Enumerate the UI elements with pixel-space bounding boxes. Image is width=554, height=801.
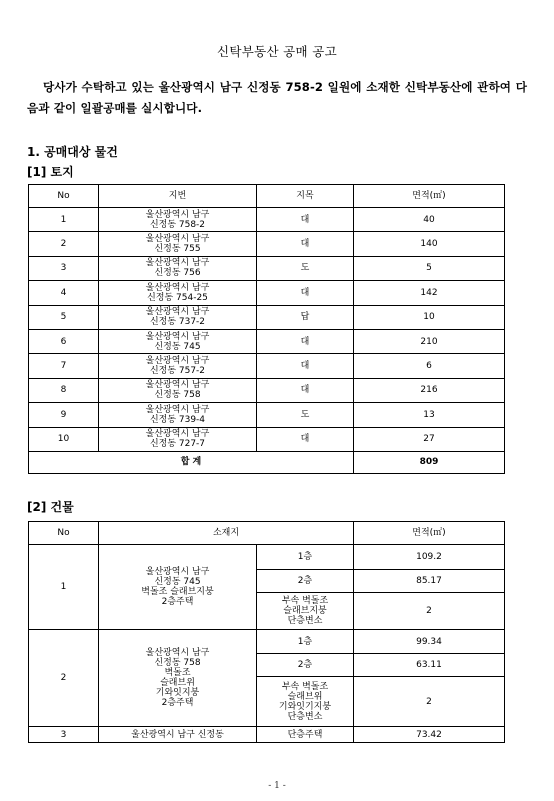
table-row: [29, 305, 505, 329]
location-line: 울산광역시 남구: [145, 567, 210, 577]
annex-line: 슬래브지붕: [283, 606, 327, 616]
header-type: 지목: [257, 185, 354, 208]
land-type: 대: [257, 329, 354, 353]
section-heading: 1. 공매대상 물건: [27, 145, 118, 159]
table-row: [29, 630, 505, 654]
land-lot: 울산광역시 남구 신정동 739-4: [99, 403, 257, 427]
building-table: [28, 521, 505, 743]
land-lot: 울산광역시 남구 신정동 754-25: [99, 281, 257, 305]
land-no: 10: [29, 427, 99, 451]
land-lot: 울산광역시 남구 신정동 757-2: [99, 354, 257, 378]
header-area: 면적(㎡): [354, 522, 505, 545]
annex-line: 단층변소: [287, 711, 323, 722]
building-location: [99, 545, 257, 630]
land-type: 도: [257, 403, 354, 427]
land-no: 4: [29, 281, 99, 305]
intro-paragraph: 당사가 수탁하고 있는 울산광역시 남구 신정동 758-2 일원에 소재한 신탁부동산에 관하여 다음과 같이 일괄공매를 실시합니다.: [27, 80, 527, 115]
location-line: 벽돌조: [164, 668, 191, 678]
annex-line: 부속 벽돌조: [281, 596, 329, 606]
header-lot: 지번: [99, 185, 257, 208]
land-area: 140: [354, 232, 505, 256]
annex-line: 부속 벽돌조: [281, 681, 329, 692]
building-heading: [2] 건물: [27, 500, 74, 514]
land-no: 9: [29, 403, 99, 427]
land-no: 1: [29, 208, 99, 232]
annex-description: [257, 593, 354, 630]
header-no: No: [29, 522, 99, 545]
table-row: [29, 232, 505, 256]
land-type: 대: [257, 427, 354, 451]
land-no: 8: [29, 378, 99, 402]
land-no: 2: [29, 232, 99, 256]
building-location: 울산광역시 남구 신정동: [99, 727, 257, 743]
land-type: 대: [257, 281, 354, 305]
land-area: 142: [354, 281, 505, 305]
table-row: [29, 329, 505, 353]
table-row: [29, 208, 505, 232]
table-row: [29, 545, 505, 570]
land-lot: 울산광역시 남구 신정동 758-2: [99, 208, 257, 232]
page-title: 신탁부동산 공매 공고: [217, 44, 337, 59]
table-row: [29, 281, 505, 305]
building-location: [99, 630, 257, 727]
land-no: 5: [29, 305, 99, 329]
header-no: No: [29, 185, 99, 208]
land-area: 40: [354, 208, 505, 232]
location-line: 기와잇지붕: [155, 688, 200, 698]
location-line: 신정동 758: [154, 658, 201, 668]
land-type: 대: [257, 232, 354, 256]
land-area: 27: [354, 427, 505, 451]
land-header-row: [29, 185, 505, 208]
total-label: 합 계: [29, 451, 354, 473]
land-no: 3: [29, 256, 99, 280]
location-line: 신정동 745: [154, 577, 201, 587]
building-no: 3: [29, 727, 99, 743]
land-lot: 울산광역시 남구 신정동 755: [99, 232, 257, 256]
total-value: 809: [354, 451, 505, 473]
land-area: 13: [354, 403, 505, 427]
annex-line: 슬래브위: [287, 691, 323, 702]
floor-label: 1층: [257, 630, 354, 654]
floor-area: 73.42: [354, 727, 505, 743]
land-heading: [1] 토지: [27, 165, 74, 179]
building-no: 2: [29, 630, 99, 727]
land-lot: 울산광역시 남구 신정동 727-7: [99, 427, 257, 451]
annex-line: 단층변소: [287, 616, 323, 626]
land-lot: 울산광역시 남구 신정동 737-2: [99, 305, 257, 329]
land-lot: 울산광역시 남구 신정동 745: [99, 329, 257, 353]
floor-label: 2층: [257, 654, 354, 677]
land-area: 216: [354, 378, 505, 402]
land-type: 도: [257, 256, 354, 280]
floor-label: 2층: [257, 570, 354, 593]
floor-area: 109.2: [354, 545, 505, 570]
total-row: [29, 451, 505, 473]
land-type: 답: [257, 305, 354, 329]
table-row: [29, 256, 505, 280]
land-lot: 울산광역시 남구 신정동 758: [99, 378, 257, 402]
header-location: 소재지: [99, 522, 354, 545]
annex-description: [257, 677, 354, 727]
table-row: [29, 427, 505, 451]
building-no: 1: [29, 545, 99, 630]
land-no: 7: [29, 354, 99, 378]
table-row: [29, 403, 505, 427]
floor-label: 1층: [257, 545, 354, 570]
building-header-row: [29, 522, 505, 545]
land-type: 대: [257, 378, 354, 402]
land-area: 210: [354, 329, 505, 353]
location-line: 슬래브위: [160, 678, 195, 688]
location-line: 울산광역시 남구: [145, 648, 210, 658]
location-line: 2층주택: [161, 698, 194, 708]
header-area: 면적(㎡): [354, 185, 505, 208]
annex-line: 기와잇기지붕: [278, 701, 332, 712]
floor-label: 단층주택: [257, 727, 354, 743]
land-lot: 울산광역시 남구 신정동 756: [99, 256, 257, 280]
land-area: 5: [354, 256, 505, 280]
land-no: 6: [29, 329, 99, 353]
land-table: [28, 184, 505, 474]
land-table-body: [29, 208, 505, 474]
table-row: [29, 378, 505, 402]
location-line: 2층주택: [161, 597, 194, 607]
page-number: - 1 -: [268, 781, 286, 791]
land-area: 6: [354, 354, 505, 378]
floor-area: 2: [354, 593, 505, 630]
land-type: 대: [257, 208, 354, 232]
floor-area: 2: [354, 677, 505, 727]
table-row: [29, 727, 505, 743]
table-row: [29, 354, 505, 378]
location-line: 벽돌조 슬래브지붕: [141, 587, 214, 597]
floor-area: 63.11: [354, 654, 505, 677]
land-area: 10: [354, 305, 505, 329]
land-type: 대: [257, 354, 354, 378]
floor-area: 85.17: [354, 570, 505, 593]
floor-area: 99.34: [354, 630, 505, 654]
